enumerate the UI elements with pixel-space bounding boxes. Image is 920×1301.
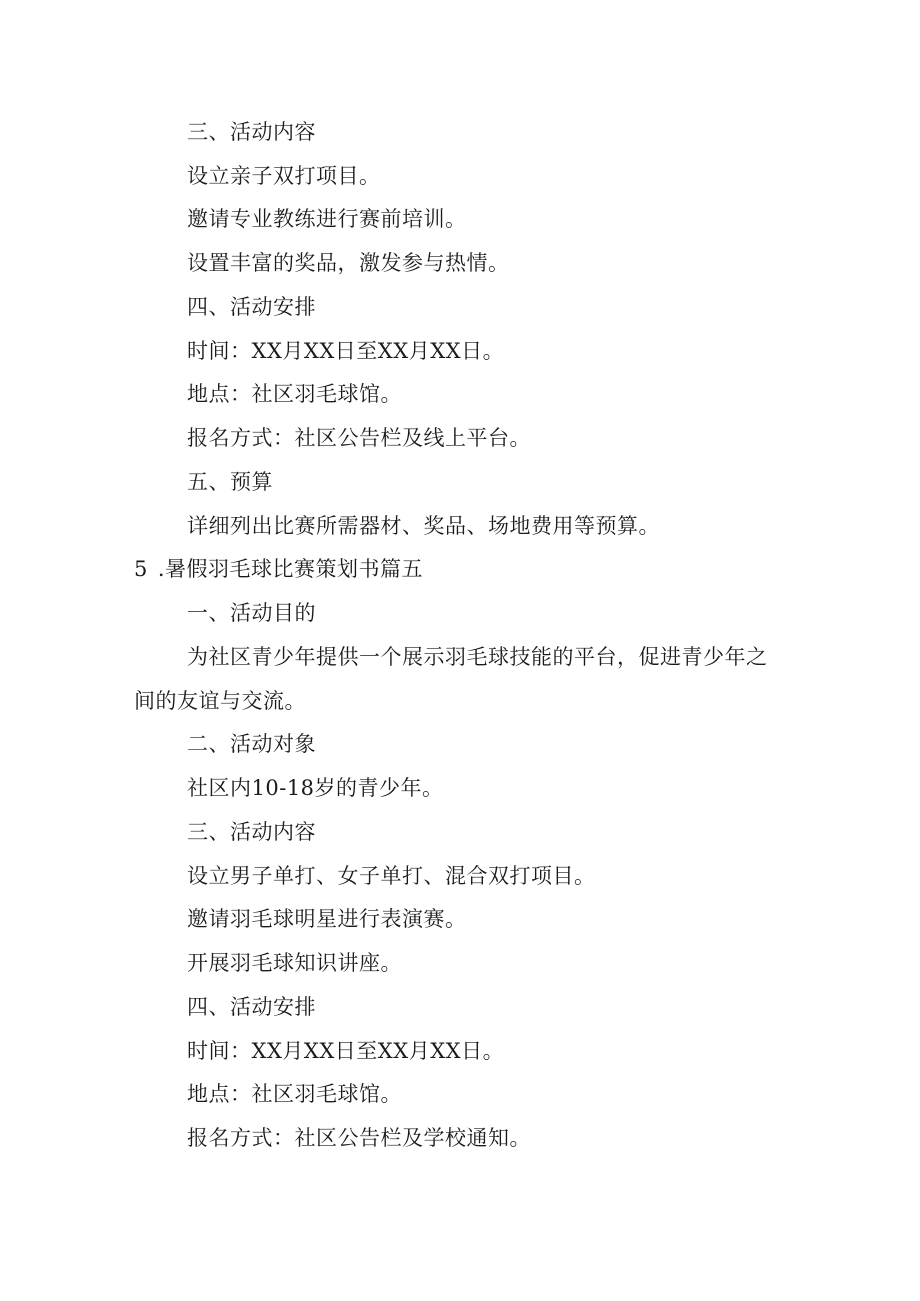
schedule-item: 报名方式：社区公告栏及学校通知。: [187, 1126, 531, 1150]
section-title: [134, 555, 423, 583]
content-item: 邀请专业教练进行赛前培训。: [187, 207, 467, 231]
budget-text: 详细列出比赛所需器材、奖品、场地费用等预算。: [187, 514, 660, 538]
target-heading: 二、活动对象: [187, 732, 316, 756]
section-title-text: .暑假羽毛球比赛策划书篇五: [157, 557, 424, 581]
goal-text-line: 为社区青少年提供一个展示羽毛球技能的平台，促进青少年之: [187, 645, 768, 669]
content-heading: 三、活动内容: [187, 120, 316, 144]
target-text: 社区内10-18岁的青少年。: [187, 776, 444, 800]
content-item: 邀请羽毛球明星进行表演赛。: [187, 907, 467, 931]
goal-text-line: 间的友谊与交流。: [134, 689, 306, 713]
content-item: 开展羽毛球知识讲座。: [187, 951, 402, 975]
content-item: 设置丰富的奖品，激发参与热情。: [187, 251, 510, 275]
schedule-item: 地点：社区羽毛球馆。: [187, 1082, 402, 1106]
schedule-heading: 四、活动安排: [187, 995, 316, 1019]
schedule-item: 地点：社区羽毛球馆。: [187, 382, 402, 406]
content-heading: 三、活动内容: [187, 820, 316, 844]
budget-heading: 五、预算: [187, 470, 273, 494]
content-item: 设立男子单打、女子单打、混合双打项目。: [187, 864, 596, 888]
schedule-item: 报名方式：社区公告栏及线上平台。: [187, 426, 531, 450]
schedule-heading: 四、活动安排: [187, 295, 316, 319]
schedule-item: 时间：XX月XX日至XX月XX日。: [187, 1039, 505, 1063]
content-item: 设立亲子双打项目。: [187, 164, 381, 188]
schedule-item: 时间：XX月XX日至XX月XX日。: [187, 339, 505, 363]
section-number: 5: [134, 557, 148, 581]
goal-heading: 一、活动目的: [187, 601, 316, 625]
